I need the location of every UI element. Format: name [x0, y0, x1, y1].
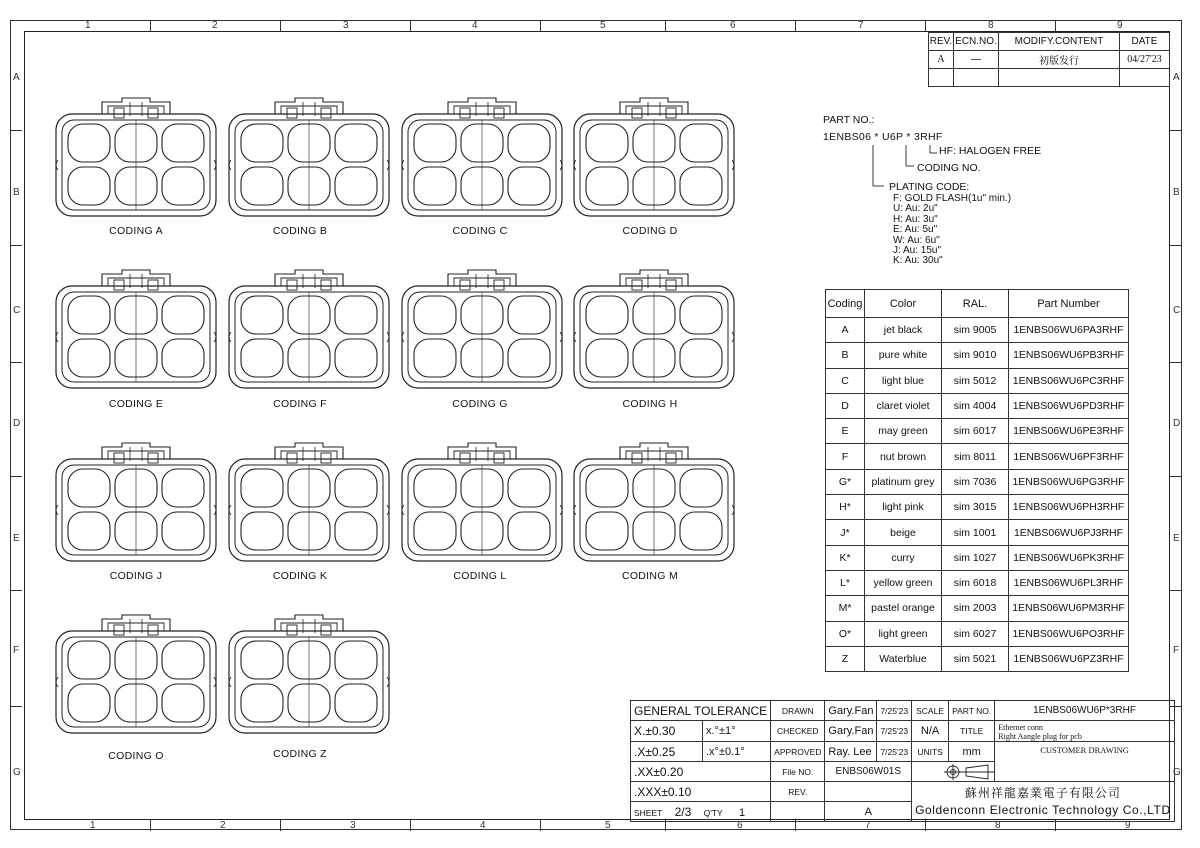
rev-value-tb: A: [825, 802, 912, 822]
zone-top-1: 1: [85, 20, 91, 31]
zone-side-G-right: G: [1173, 767, 1181, 778]
plating-code-item: U: Au: 2u": [893, 203, 938, 215]
zone-side-D-left: D: [13, 418, 21, 429]
zone-side-F-right: F: [1173, 645, 1180, 656]
table-row: [826, 520, 1129, 545]
color-cell: light blue: [865, 368, 942, 393]
part-no-title: PART NO.:: [823, 114, 875, 126]
partno-label: PART NO.: [949, 701, 995, 721]
zone-side-C-left: C: [13, 305, 21, 316]
color-cell: Waterblue: [865, 646, 942, 671]
rev-label: REV.: [771, 782, 825, 802]
color-cell: yellow green: [865, 570, 942, 595]
table-row: [826, 646, 1129, 671]
zone-side-E-right: E: [1173, 533, 1180, 544]
drawn-name: Gary.Fan: [825, 701, 877, 721]
zone-side-D-right: D: [1173, 418, 1181, 429]
coding-cell: D: [826, 393, 865, 418]
qty-label: Q'TY: [703, 807, 723, 818]
zone-top-3: 3: [343, 20, 349, 31]
zone-bottom-3: 3: [350, 820, 356, 831]
color-cell: light pink: [865, 495, 942, 520]
qty-value: 1: [738, 806, 746, 819]
sheet-value: 2/3: [674, 804, 692, 819]
file-label: File NO.: [771, 762, 825, 782]
title-line-1: Ethernet conn: [998, 722, 1043, 732]
rev-value: A: [929, 51, 954, 69]
zone-top-8: 8: [988, 20, 994, 31]
title-block: [630, 700, 1175, 822]
table-row: [826, 495, 1129, 520]
coding-cell: H*: [826, 495, 865, 520]
col-color: Color: [865, 290, 942, 318]
tol-3: .XX±0.20: [631, 762, 771, 782]
color-cell: curry: [865, 545, 942, 570]
rev-header: REV.: [929, 33, 954, 51]
plating-code-item: H: Au: 3u": [893, 213, 938, 225]
table-row: [826, 444, 1129, 469]
ral-cell: sim 7036: [942, 469, 1009, 494]
zone-side-B-right: B: [1173, 187, 1180, 198]
ral-cell: sim 2003: [942, 596, 1009, 621]
coding-label: CODING E: [108, 398, 164, 410]
color-cell: pure white: [865, 343, 942, 368]
rev-value-spacer: [771, 802, 825, 822]
zone-bottom-2: 2: [220, 820, 226, 831]
customer-drawing: CUSTOMER DRAWING: [995, 742, 1174, 782]
projection-symbol-cell: [912, 762, 995, 782]
coding-cell: E: [826, 419, 865, 444]
scale-value: N/A: [912, 721, 949, 742]
zone-side-C-right: C: [1173, 305, 1181, 316]
zone-bottom-8: 8: [995, 820, 1001, 831]
tol-1: X.±0.30: [631, 721, 703, 742]
modify-value: 初版发行: [999, 51, 1120, 69]
coding-spec-table: [825, 289, 1129, 672]
ral-cell: sim 5012: [942, 368, 1009, 393]
zone-side-E-left: E: [13, 533, 20, 544]
tol-2: .X±0.25: [631, 742, 703, 762]
plating-code-item: F: GOLD FLASH(1u" min.): [893, 193, 1012, 204]
general-tolerance-label: GENERAL TOLERANCE: [631, 701, 771, 721]
zone-side-G-left: G: [13, 767, 21, 778]
approved-date: 7/25'23: [877, 742, 912, 762]
zone-top-6: 6: [730, 20, 736, 31]
part-no-pattern: 1ENBS06 * U6P * 3RHF: [823, 131, 943, 143]
coding-label: CODING C: [452, 225, 508, 237]
ral-cell: sim 8011: [942, 444, 1009, 469]
coding-label: CODING G: [452, 398, 508, 410]
table-row: [826, 393, 1129, 418]
coding-label: CODING O: [108, 750, 164, 762]
plating-code-item: K: Au: 30u": [893, 255, 943, 267]
ral-cell: sim 3015: [942, 495, 1009, 520]
plating-code-item: J: Au: 15u": [893, 245, 942, 256]
part-number-cell: 1ENBS06WU6PO3RHF: [1009, 621, 1129, 646]
tol-4: .XXX±0.10: [631, 782, 771, 802]
ral-cell: sim 9010: [942, 343, 1009, 368]
zone-top-7: 7: [858, 20, 864, 31]
zone-bottom-7: 7: [865, 820, 871, 831]
coding-label: CODING M: [621, 570, 679, 582]
table-row: [826, 368, 1129, 393]
approved-label: APPROVED: [771, 742, 825, 762]
ecn-header: ECN.NO.: [954, 33, 999, 51]
checked-label: CHECKED: [771, 721, 825, 742]
zone-bottom-9: 9: [1125, 820, 1131, 831]
zone-side-F-left: F: [13, 645, 20, 656]
ral-cell: sim 4004: [942, 393, 1009, 418]
checked-name: Gary.Fan: [825, 721, 877, 742]
zone-bottom-5: 5: [605, 820, 611, 831]
ral-cell: sim 6027: [942, 621, 1009, 646]
coding-label: CODING F: [273, 398, 327, 410]
title-label: TITLE: [949, 721, 995, 742]
ral-cell: sim 1001: [942, 520, 1009, 545]
col-coding: Coding: [826, 290, 865, 318]
approved-name: Ray. Lee: [825, 742, 877, 762]
date-value: 04/27'23: [1120, 51, 1170, 69]
coding-cell: J*: [826, 520, 865, 545]
part-number-cell: 1ENBS06WU6PL3RHF: [1009, 570, 1129, 595]
coding-cell: C: [826, 368, 865, 393]
zone-side-B-left: B: [13, 187, 20, 198]
zone-top-5: 5: [600, 20, 606, 31]
color-cell: beige: [865, 520, 942, 545]
part-number-cell: 1ENBS06WU6PZ3RHF: [1009, 646, 1129, 671]
ecn-value: —: [954, 51, 999, 69]
table-row: [826, 343, 1129, 368]
ang-1: x.°±1°: [703, 721, 771, 742]
coding-cell: A: [826, 318, 865, 343]
ral-cell: sim 6017: [942, 419, 1009, 444]
coding-cell: F: [826, 444, 865, 469]
plating-code-item: W: Au: 6u": [893, 234, 940, 246]
checked-date: 7/25'23: [877, 721, 912, 742]
zone-top-2: 2: [212, 20, 218, 31]
ral-cell: sim 1027: [942, 545, 1009, 570]
sheet-label: SHEET: [634, 807, 663, 818]
coding-label: CODING D: [622, 225, 678, 237]
date-header: DATE: [1120, 33, 1170, 51]
drawn-date: 7/25'23: [877, 701, 912, 721]
part-no-coding: CODING NO.: [917, 162, 981, 174]
coding-label: CODING L: [453, 570, 507, 582]
table-row: [826, 596, 1129, 621]
coding-cell: O*: [826, 621, 865, 646]
part-no-hf: HF: HALOGEN FREE: [939, 145, 1042, 157]
coding-cell: B: [826, 343, 865, 368]
table-row: [826, 318, 1129, 343]
modify-header: MODIFY.CONTENT: [999, 33, 1120, 51]
color-cell: nut brown: [865, 444, 942, 469]
partno-value: 1ENBS06WU6P*3RHF: [995, 701, 1174, 721]
zone-side-A-right: A: [1173, 72, 1180, 83]
part-number-cell: 1ENBS06WU6PC3RHF: [1009, 368, 1129, 393]
zone-top-4: 4: [472, 20, 478, 31]
plating-title: PLATING CODE:: [889, 181, 970, 193]
plating-code-item: E: Au: 5u": [893, 224, 938, 236]
part-number-cell: 1ENBS06WU6PD3RHF: [1009, 393, 1129, 418]
units-value: mm: [949, 742, 995, 762]
table-row: [826, 570, 1129, 595]
zone-bottom-1: 1: [90, 820, 96, 831]
color-cell: may green: [865, 419, 942, 444]
zone-bottom-4: 4: [480, 820, 486, 831]
coding-label: CODING B: [272, 225, 328, 237]
part-number-cell: 1ENBS06WU6PG3RHF: [1009, 469, 1129, 494]
table-row: [826, 419, 1129, 444]
coding-label: CODING Z: [273, 748, 327, 760]
part-number-cell: 1ENBS06WU6PH3RHF: [1009, 495, 1129, 520]
units-label: UNITS: [912, 742, 949, 762]
color-cell: light green: [865, 621, 942, 646]
color-cell: claret violet: [865, 393, 942, 418]
coding-label: CODING K: [272, 570, 328, 582]
color-cell: pastel orange: [865, 596, 942, 621]
drawn-label: DRAWN: [771, 701, 825, 721]
part-number-cell: 1ENBS06WU6PE3RHF: [1009, 419, 1129, 444]
part-number-cell: 1ENBS06WU6PJ3RHF: [1009, 520, 1129, 545]
rev-spacer: [825, 782, 912, 802]
part-number-cell: 1ENBS06WU6PK3RHF: [1009, 545, 1129, 570]
ang-2: .x°±0.1°: [703, 742, 771, 762]
company-name-cn: 蘇州祥龍嘉業電子有限公司: [964, 785, 1121, 800]
title-line-2: Right Aangle plug for pcb: [998, 731, 1082, 741]
coding-cell: Z: [826, 646, 865, 671]
ral-cell: sim 6018: [942, 570, 1009, 595]
table-row: [826, 621, 1129, 646]
coding-label: CODING A: [109, 225, 163, 237]
coding-cell: K*: [826, 545, 865, 570]
col-part-number: Part Number: [1009, 290, 1129, 318]
part-number-cell: 1ENBS06WU6PB3RHF: [1009, 343, 1129, 368]
coding-cell: L*: [826, 570, 865, 595]
part-number-cell: 1ENBS06WU6PF3RHF: [1009, 444, 1129, 469]
table-row: [826, 469, 1129, 494]
coding-label: CODING J: [109, 570, 163, 582]
file-no: ENBS06W01S: [825, 762, 912, 782]
color-cell: jet black: [865, 318, 942, 343]
company-name-en: Goldenconn Electronic Technology Co.,LTD: [915, 802, 1171, 817]
coding-label: CODING H: [622, 398, 678, 410]
col-ral: RAL.: [942, 290, 1009, 318]
part-number-cell: 1ENBS06WU6PA3RHF: [1009, 318, 1129, 343]
zone-top-9: 9: [1117, 20, 1123, 31]
ral-cell: sim 5021: [942, 646, 1009, 671]
zone-side-A-left: A: [13, 72, 20, 83]
scale-label: SCALE: [912, 701, 949, 721]
ral-cell: sim 9005: [942, 318, 1009, 343]
part-number-cell: 1ENBS06WU6PM3RHF: [1009, 596, 1129, 621]
coding-cell: G*: [826, 469, 865, 494]
color-cell: platinum grey: [865, 469, 942, 494]
table-row: [826, 545, 1129, 570]
zone-bottom-6: 6: [737, 820, 743, 831]
coding-cell: M*: [826, 596, 865, 621]
